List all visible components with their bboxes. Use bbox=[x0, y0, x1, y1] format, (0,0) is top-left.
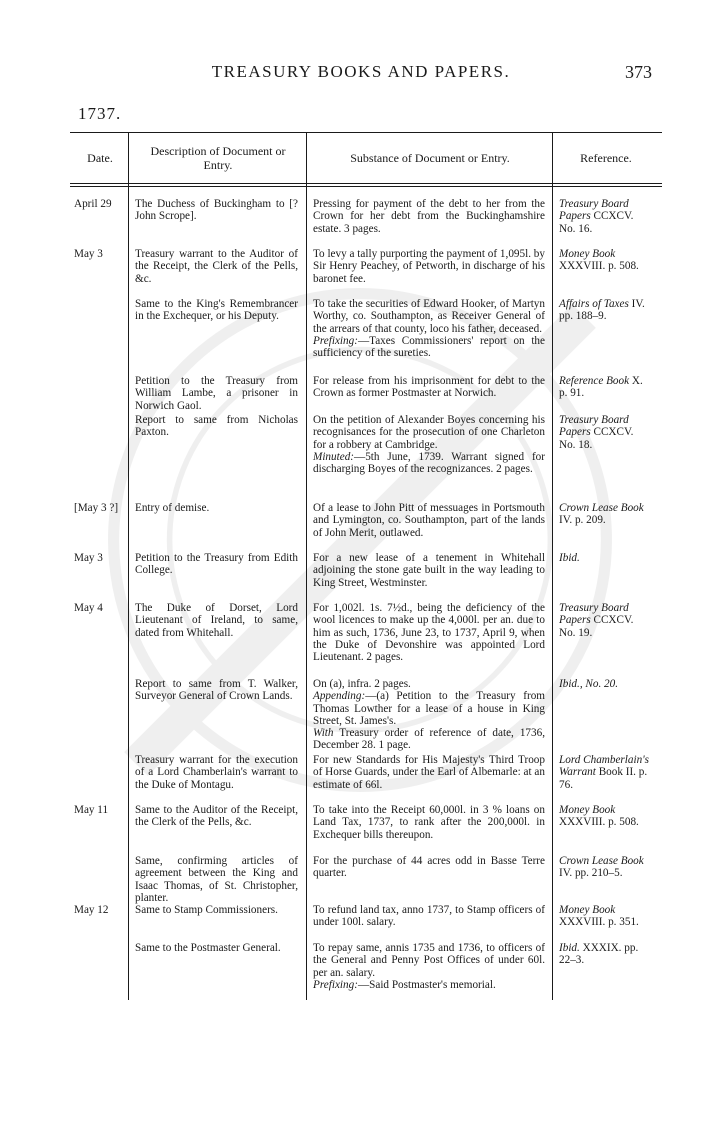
header-bottom-rule bbox=[70, 183, 662, 184]
entry-description: Same to the Postmaster General. bbox=[135, 942, 281, 954]
header-substance: Substance of Document or Entry. bbox=[350, 151, 510, 165]
entry-substance-note: —Said Postmaster's memorial. bbox=[357, 978, 496, 991]
entry-description: The Duke of Dorset, Lord Lieutenant of Ireland, to same, dated from Whitehall. bbox=[135, 602, 298, 639]
entry-substance: For a new lease of a tenement in Whitehall adjoining the stone gate built in the way leading to King Street, Westminster. bbox=[313, 552, 545, 589]
entry-reference bbox=[559, 375, 651, 400]
entry-description: Same, confirming articles of agreement between the King and Isaac Thomas, of St. Christopher, planter. bbox=[135, 855, 298, 904]
entry-description: Petition to the Treasury from Edith College. bbox=[135, 552, 298, 577]
entry-description: Report to same from T. Walker, Surveyor General of Crown Lands. bbox=[135, 678, 298, 703]
entry-substance: For the purchase of 44 acres odd in Basse Terre quarter. bbox=[313, 855, 545, 880]
year-heading: 1737. bbox=[78, 104, 122, 123]
entry-substance: For new Standards for His Majesty's Third Troop of Horse Guards, under the Earl of Albemarle: at an estimate of 66l. bbox=[313, 754, 545, 791]
entry-substance-main: To repay same, annis 1735 and 1736, to officers of the General and Penny Post Offices of under 60l. per an. salary. bbox=[313, 942, 545, 979]
entry-description: Treasury warrant to the Auditor of the Receipt, the Clerk of the Pells, &c. bbox=[135, 248, 298, 285]
entry-reference bbox=[559, 754, 651, 791]
entry-substance: To take into the Receipt 60,000l. in 3 % loans on Land Tax, 1737, to rank after the 200,000l. in Exchequer bills thereupon. bbox=[313, 804, 545, 841]
column-rule-1 bbox=[128, 132, 129, 1000]
entry-substance-note-2: Treasury order of reference of date, 1736, December 28. 1 page. bbox=[313, 727, 545, 752]
header-date: Date. bbox=[87, 151, 113, 165]
entry-reference bbox=[559, 552, 651, 564]
entry-reference-volume: XXXVIII. p. 508. bbox=[559, 816, 639, 829]
entry-substance-main: To take the securities of Edward Hooker, of Martyn Worthy, co. Southampton, as Receiver General of the arrears of that county, loco his father, deceased. bbox=[313, 298, 545, 335]
entry-reference bbox=[559, 502, 651, 527]
entry-date: May 12 bbox=[74, 904, 109, 916]
entry-reference bbox=[559, 804, 651, 829]
entry-date: May 3 bbox=[74, 552, 103, 564]
running-head bbox=[0, 62, 722, 86]
page-number: 373 bbox=[625, 62, 652, 82]
entry-substance: For 1,002l. 1s. 7½d., being the deficiency of the wool licences to make up the 4,000l. per an. due to him as such, 1736, June 23, to 1737, April 9, when the Duke of Devonshire was appointed Lord Lieutenant. 2 pages. bbox=[313, 602, 545, 664]
entry-description: Report to same from Nicholas Paxton. bbox=[135, 414, 298, 439]
entry-reference-volume: CCXCV. No. 19. bbox=[559, 614, 634, 639]
entry-reference-source: Money Book bbox=[559, 904, 616, 916]
entry-substance: Of a lease to John Pitt of messuages in Portsmouth and Lymington, co. Southampton, part of the lands of John Merit, outlawed. bbox=[313, 502, 545, 539]
entry-substance: For release from his imprisonment for debt to the Crown as former Postmaster at Norwich. bbox=[313, 375, 545, 400]
entry-description: Same to the King's Remembrancer in the Exchequer, or his Deputy. bbox=[135, 298, 298, 323]
entry-reference-source: Crown Lease Book bbox=[559, 855, 644, 867]
entry-substance-main: On the petition of Alexander Boyes concerning his recognisances for the prosecution of one Charleton for a robbery at Cambridge. bbox=[313, 414, 545, 451]
entry-description: Same to Stamp Commissioners. bbox=[135, 904, 278, 916]
entry-reference bbox=[559, 414, 651, 451]
entry-reference-source: Ibid., No. 20. bbox=[559, 678, 619, 690]
entry-substance-note: —5th June, 1739. Warrant signed for discharging Boyes of the recognizances. 2 pages. bbox=[313, 450, 545, 476]
entry-reference-volume: X. p. 91. bbox=[559, 375, 643, 400]
entry-substance-label: Appending: bbox=[313, 690, 366, 703]
entry-substance-note: —Taxes Commissioners' report on the sufficiency of the sureties. bbox=[313, 334, 545, 360]
entry-description: Entry of demise. bbox=[135, 502, 210, 514]
entry-date: May 4 bbox=[74, 602, 103, 614]
entry-substance-label: Prefixing: bbox=[313, 978, 358, 991]
entry-reference-source: Treasury Board Papers bbox=[559, 414, 629, 439]
entry-substance: To levy a tally purporting the payment of 1,095l. by Sir Henry Peachey, of Petworth, in discharge of his baronet fee. bbox=[313, 248, 545, 285]
table-top-rule bbox=[70, 132, 662, 133]
entry-substance-note: —(a) Petition to the Treasury from Thomas Lowther for a lease of a house in King Street, St. James's. bbox=[313, 690, 545, 727]
entry-reference-volume: CCXCV. No. 18. bbox=[559, 426, 634, 451]
entry-reference-volume: CCXCV. No. 16. bbox=[559, 210, 634, 235]
header-reference: Reference. bbox=[580, 151, 632, 165]
entry-substance-main: On (a), infra. 2 pages. bbox=[313, 678, 411, 690]
entry-reference-source: Treasury Board Papers bbox=[559, 602, 629, 627]
entry-reference-volume: IV. p. 209. bbox=[559, 514, 606, 527]
entry-reference bbox=[559, 298, 651, 323]
entry-substance bbox=[313, 298, 545, 359]
entry-description: Treasury warrant for the execution of a Lord Chamberlain's warrant to the Duke of Montagu. bbox=[135, 754, 298, 791]
entry-reference bbox=[559, 248, 651, 273]
entry-reference bbox=[559, 904, 651, 929]
entry-reference bbox=[559, 942, 651, 967]
entry-substance-label: Prefixing: bbox=[313, 334, 358, 347]
entry-substance-label-2: With bbox=[313, 727, 334, 740]
entry-reference-source: Ibid. bbox=[559, 942, 580, 954]
entry-reference-volume: Book II. p. 76. bbox=[559, 766, 648, 791]
entry-reference-volume: XXXIX. pp. 22–3. bbox=[559, 942, 639, 967]
entry-substance bbox=[313, 678, 545, 752]
header-description: Description of Document or Entry. bbox=[150, 144, 286, 172]
entry-reference-source: Money Book bbox=[559, 804, 616, 816]
entry-substance bbox=[313, 942, 545, 991]
entry-substance: Pressing for payment of the debt to her from the Crown for her debt from the Buckinghamshire estate. 3 pages. bbox=[313, 198, 545, 235]
column-rule-3 bbox=[552, 132, 553, 1000]
entry-reference-volume: XXXVIII. p. 508. bbox=[559, 260, 639, 273]
header-bottom-rule-2 bbox=[70, 186, 662, 187]
entry-reference bbox=[559, 855, 651, 880]
entry-description: The Duchess of Buckingham to [? John Scrope]. bbox=[135, 198, 298, 223]
entry-reference-source: Reference Book bbox=[559, 375, 630, 387]
entry-date: May 11 bbox=[74, 804, 109, 816]
entry-reference-source: Lord Chamberlain's Warrant bbox=[559, 754, 649, 779]
entry-reference-source: Affairs of Taxes bbox=[559, 298, 629, 310]
entry-reference-source: Treasury Board Papers bbox=[559, 198, 629, 223]
entry-substance bbox=[313, 414, 545, 475]
entry-reference-source: Ibid. bbox=[559, 552, 580, 564]
entry-reference bbox=[559, 602, 651, 639]
entry-reference bbox=[559, 198, 651, 235]
entry-date: [May 3 ?] bbox=[74, 502, 119, 514]
entry-date: April 29 bbox=[74, 198, 112, 210]
entry-reference-volume: XXXVIII. p. 351. bbox=[559, 916, 639, 929]
entry-reference-source: Crown Lease Book bbox=[559, 502, 644, 514]
entry-substance: To refund land tax, anno 1737, to Stamp officers of under 100l. salary. bbox=[313, 904, 545, 929]
entry-reference-volume: IV. pp. 210–5. bbox=[559, 867, 623, 880]
running-title: TREASURY BOOKS AND PAPERS. bbox=[211, 62, 511, 81]
entry-date: May 3 bbox=[74, 248, 103, 260]
entry-description: Same to the Auditor of the Receipt, the Clerk of the Pells, &c. bbox=[135, 804, 298, 829]
entry-reference-source: Money Book bbox=[559, 248, 616, 260]
entry-reference bbox=[559, 678, 651, 690]
entry-reference-volume: IV. pp. 188–9. bbox=[559, 298, 645, 323]
entry-description: Petition to the Treasury from William Lambe, a prisoner in Norwich Gaol. bbox=[135, 375, 298, 412]
column-rule-2 bbox=[306, 132, 307, 1000]
entry-substance-label: Minuted: bbox=[313, 450, 355, 463]
